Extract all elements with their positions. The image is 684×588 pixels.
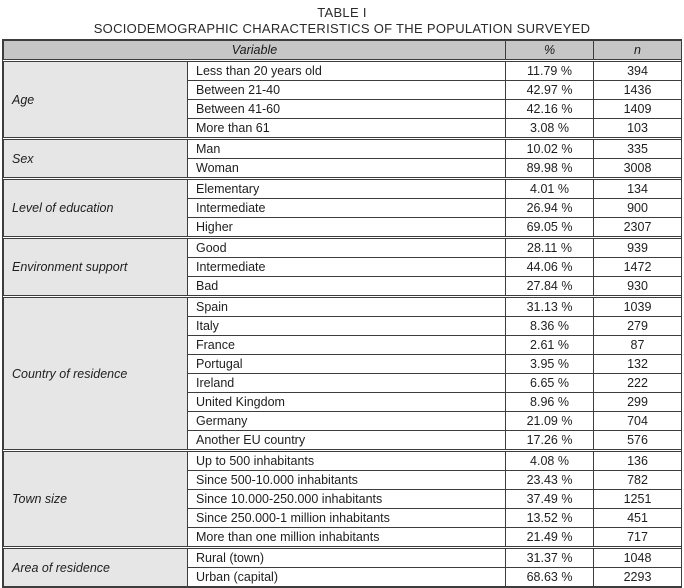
percent-cell: 4.01 % — [506, 180, 594, 199]
count-cell: 1472 — [594, 258, 682, 277]
percent-cell: 13.52 % — [506, 509, 594, 528]
percent-cell: 37.49 % — [506, 490, 594, 509]
variable-cell: Up to 500 inhabitants — [188, 452, 506, 471]
group-section-area-of-residence — [3, 548, 682, 587]
count-cell: 704 — [594, 412, 682, 431]
group-label: Town size — [4, 452, 188, 547]
count-cell: 1409 — [594, 100, 682, 119]
variable-cell: Since 10.000-250.000 inhabitants — [188, 490, 506, 509]
count-cell: 1039 — [594, 298, 682, 317]
table-row — [4, 62, 682, 81]
percent-cell: 21.49 % — [506, 528, 594, 547]
table-title-block — [0, 0, 684, 37]
percent-cell: 8.36 % — [506, 317, 594, 336]
table-number-title: TABLE I — [317, 5, 367, 20]
percent-cell: 23.43 % — [506, 471, 594, 490]
percent-cell: 6.65 % — [506, 374, 594, 393]
percent-cell: 11.79 % — [506, 62, 594, 81]
count-cell: 87 — [594, 336, 682, 355]
count-cell: 1436 — [594, 81, 682, 100]
variable-cell: More than 61 — [188, 119, 506, 138]
table-row — [4, 452, 682, 471]
count-cell: 2293 — [594, 568, 682, 587]
variable-cell: Urban (capital) — [188, 568, 506, 587]
variable-cell: Elementary — [188, 180, 506, 199]
count-cell: 136 — [594, 452, 682, 471]
column-header-n: n — [594, 41, 682, 60]
percent-cell: 89.98 % — [506, 159, 594, 178]
variable-cell: Ireland — [188, 374, 506, 393]
count-cell: 132 — [594, 355, 682, 374]
variable-cell: United Kingdom — [188, 393, 506, 412]
percent-cell: 26.94 % — [506, 199, 594, 218]
percent-cell: 3.08 % — [506, 119, 594, 138]
percent-cell: 69.05 % — [506, 218, 594, 237]
variable-cell: Since 250.000-1 million inhabitants — [188, 509, 506, 528]
percent-cell: 3.95 % — [506, 355, 594, 374]
table-row — [4, 549, 682, 568]
percent-cell: 28.11 % — [506, 239, 594, 258]
variable-cell: Bad — [188, 277, 506, 296]
percent-cell: 8.96 % — [506, 393, 594, 412]
group-label: Country of residence — [4, 298, 188, 450]
group-section-town-size — [3, 451, 682, 547]
variable-cell: Between 21-40 — [188, 81, 506, 100]
table-groups — [3, 61, 681, 587]
variable-cell: Germany — [188, 412, 506, 431]
count-cell: 335 — [594, 140, 682, 159]
variable-cell: Intermediate — [188, 258, 506, 277]
count-cell: 299 — [594, 393, 682, 412]
group-section-country-of-residence — [3, 297, 682, 450]
variable-cell: Intermediate — [188, 199, 506, 218]
count-cell: 2307 — [594, 218, 682, 237]
percent-cell: 68.63 % — [506, 568, 594, 587]
percent-cell: 42.16 % — [506, 100, 594, 119]
percent-cell: 27.84 % — [506, 277, 594, 296]
group-section-age — [3, 61, 682, 138]
count-cell: 451 — [594, 509, 682, 528]
percent-cell: 31.37 % — [506, 549, 594, 568]
group-section-level-of-education — [3, 179, 682, 237]
variable-cell: Another EU country — [188, 431, 506, 450]
count-cell: 134 — [594, 180, 682, 199]
table-row — [4, 298, 682, 317]
column-header-percent: % — [506, 41, 594, 60]
group-label: Age — [4, 62, 188, 138]
table-header-row — [3, 40, 682, 60]
count-cell: 3008 — [594, 159, 682, 178]
variable-cell: More than one million inhabitants — [188, 528, 506, 547]
percent-cell: 10.02 % — [506, 140, 594, 159]
count-cell: 103 — [594, 119, 682, 138]
count-cell: 394 — [594, 62, 682, 81]
group-label: Sex — [4, 140, 188, 178]
percent-cell: 2.61 % — [506, 336, 594, 355]
table-row — [4, 239, 682, 258]
variable-cell: Portugal — [188, 355, 506, 374]
group-section-environment-support — [3, 238, 682, 296]
variable-cell: Since 500-10.000 inhabitants — [188, 471, 506, 490]
variable-cell: Spain — [188, 298, 506, 317]
variable-cell: Good — [188, 239, 506, 258]
count-cell: 1048 — [594, 549, 682, 568]
count-cell: 900 — [594, 199, 682, 218]
percent-cell: 42.97 % — [506, 81, 594, 100]
percent-cell: 31.13 % — [506, 298, 594, 317]
group-section-sex — [3, 139, 682, 178]
count-cell: 222 — [594, 374, 682, 393]
variable-cell: Less than 20 years old — [188, 62, 506, 81]
count-cell: 939 — [594, 239, 682, 258]
column-header-variable: Variable — [4, 41, 506, 60]
variable-cell: Rural (town) — [188, 549, 506, 568]
count-cell: 279 — [594, 317, 682, 336]
table-row — [4, 180, 682, 199]
header-row — [4, 41, 682, 60]
count-cell: 717 — [594, 528, 682, 547]
variable-cell: Between 41-60 — [188, 100, 506, 119]
count-cell: 1251 — [594, 490, 682, 509]
variable-cell: Woman — [188, 159, 506, 178]
variable-cell: France — [188, 336, 506, 355]
percent-cell: 4.08 % — [506, 452, 594, 471]
variable-cell: Higher — [188, 218, 506, 237]
group-label: Environment support — [4, 239, 188, 296]
count-cell: 576 — [594, 431, 682, 450]
table-row — [4, 140, 682, 159]
table-caption: SOCIODEMOGRAPHIC CHARACTERISTICS OF THE POPULATION SURVEYED — [93, 21, 591, 36]
group-label: Level of education — [4, 180, 188, 237]
percent-cell: 17.26 % — [506, 431, 594, 450]
percent-cell: 44.06 % — [506, 258, 594, 277]
variable-cell: Italy — [188, 317, 506, 336]
count-cell: 930 — [594, 277, 682, 296]
sociodemographic-table — [2, 39, 682, 588]
count-cell: 782 — [594, 471, 682, 490]
percent-cell: 21.09 % — [506, 412, 594, 431]
variable-cell: Man — [188, 140, 506, 159]
group-label: Area of residence — [4, 549, 188, 587]
